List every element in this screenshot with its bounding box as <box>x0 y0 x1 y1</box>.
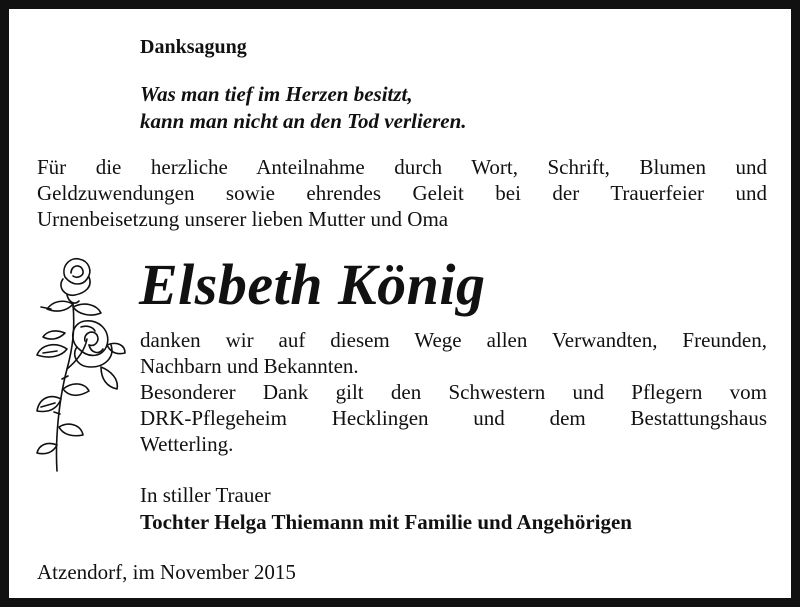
place-and-date: Atzendorf, im November 2015 <box>37 560 296 584</box>
thanks-line-4: DRK-Pflegeheim Hecklingen und dem Bestattungshaus <box>140 406 767 430</box>
thanks-line-2: Nachbarn und Bekannten. <box>140 354 359 378</box>
deceased-name: Elsbeth König <box>139 252 486 317</box>
intro-line-2: Geldzuwendungen sowie ehrendes Geleit bei der Trauerfeier und <box>37 181 767 205</box>
family-signature: Tochter Helga Thiemann mit Familie und Angehörigen <box>140 510 632 534</box>
thanks-line-1: danken wir auf diesem Wege allen Verwandten, Freunden, <box>140 328 767 352</box>
intro-line-1: Für die herzliche Anteilnahme durch Wort, Schrift, Blumen und <box>37 155 767 179</box>
closing-phrase: In stiller Trauer <box>140 483 271 507</box>
motto-line-1: Was man tief im Herzen besitzt, <box>140 82 413 106</box>
intro-line-3: Urnenbeisetzung unserer lieben Mutter und Oma <box>37 207 449 231</box>
thanks-line-5: Wetterling. <box>140 432 234 456</box>
thanks-line-3: Besonderer Dank gilt den Schwestern und Pflegern vom <box>140 380 767 404</box>
rose-icon <box>27 249 127 474</box>
motto-line-2: kann man nicht an den Tod verlieren. <box>140 109 467 133</box>
notice-heading: Danksagung <box>140 36 247 58</box>
